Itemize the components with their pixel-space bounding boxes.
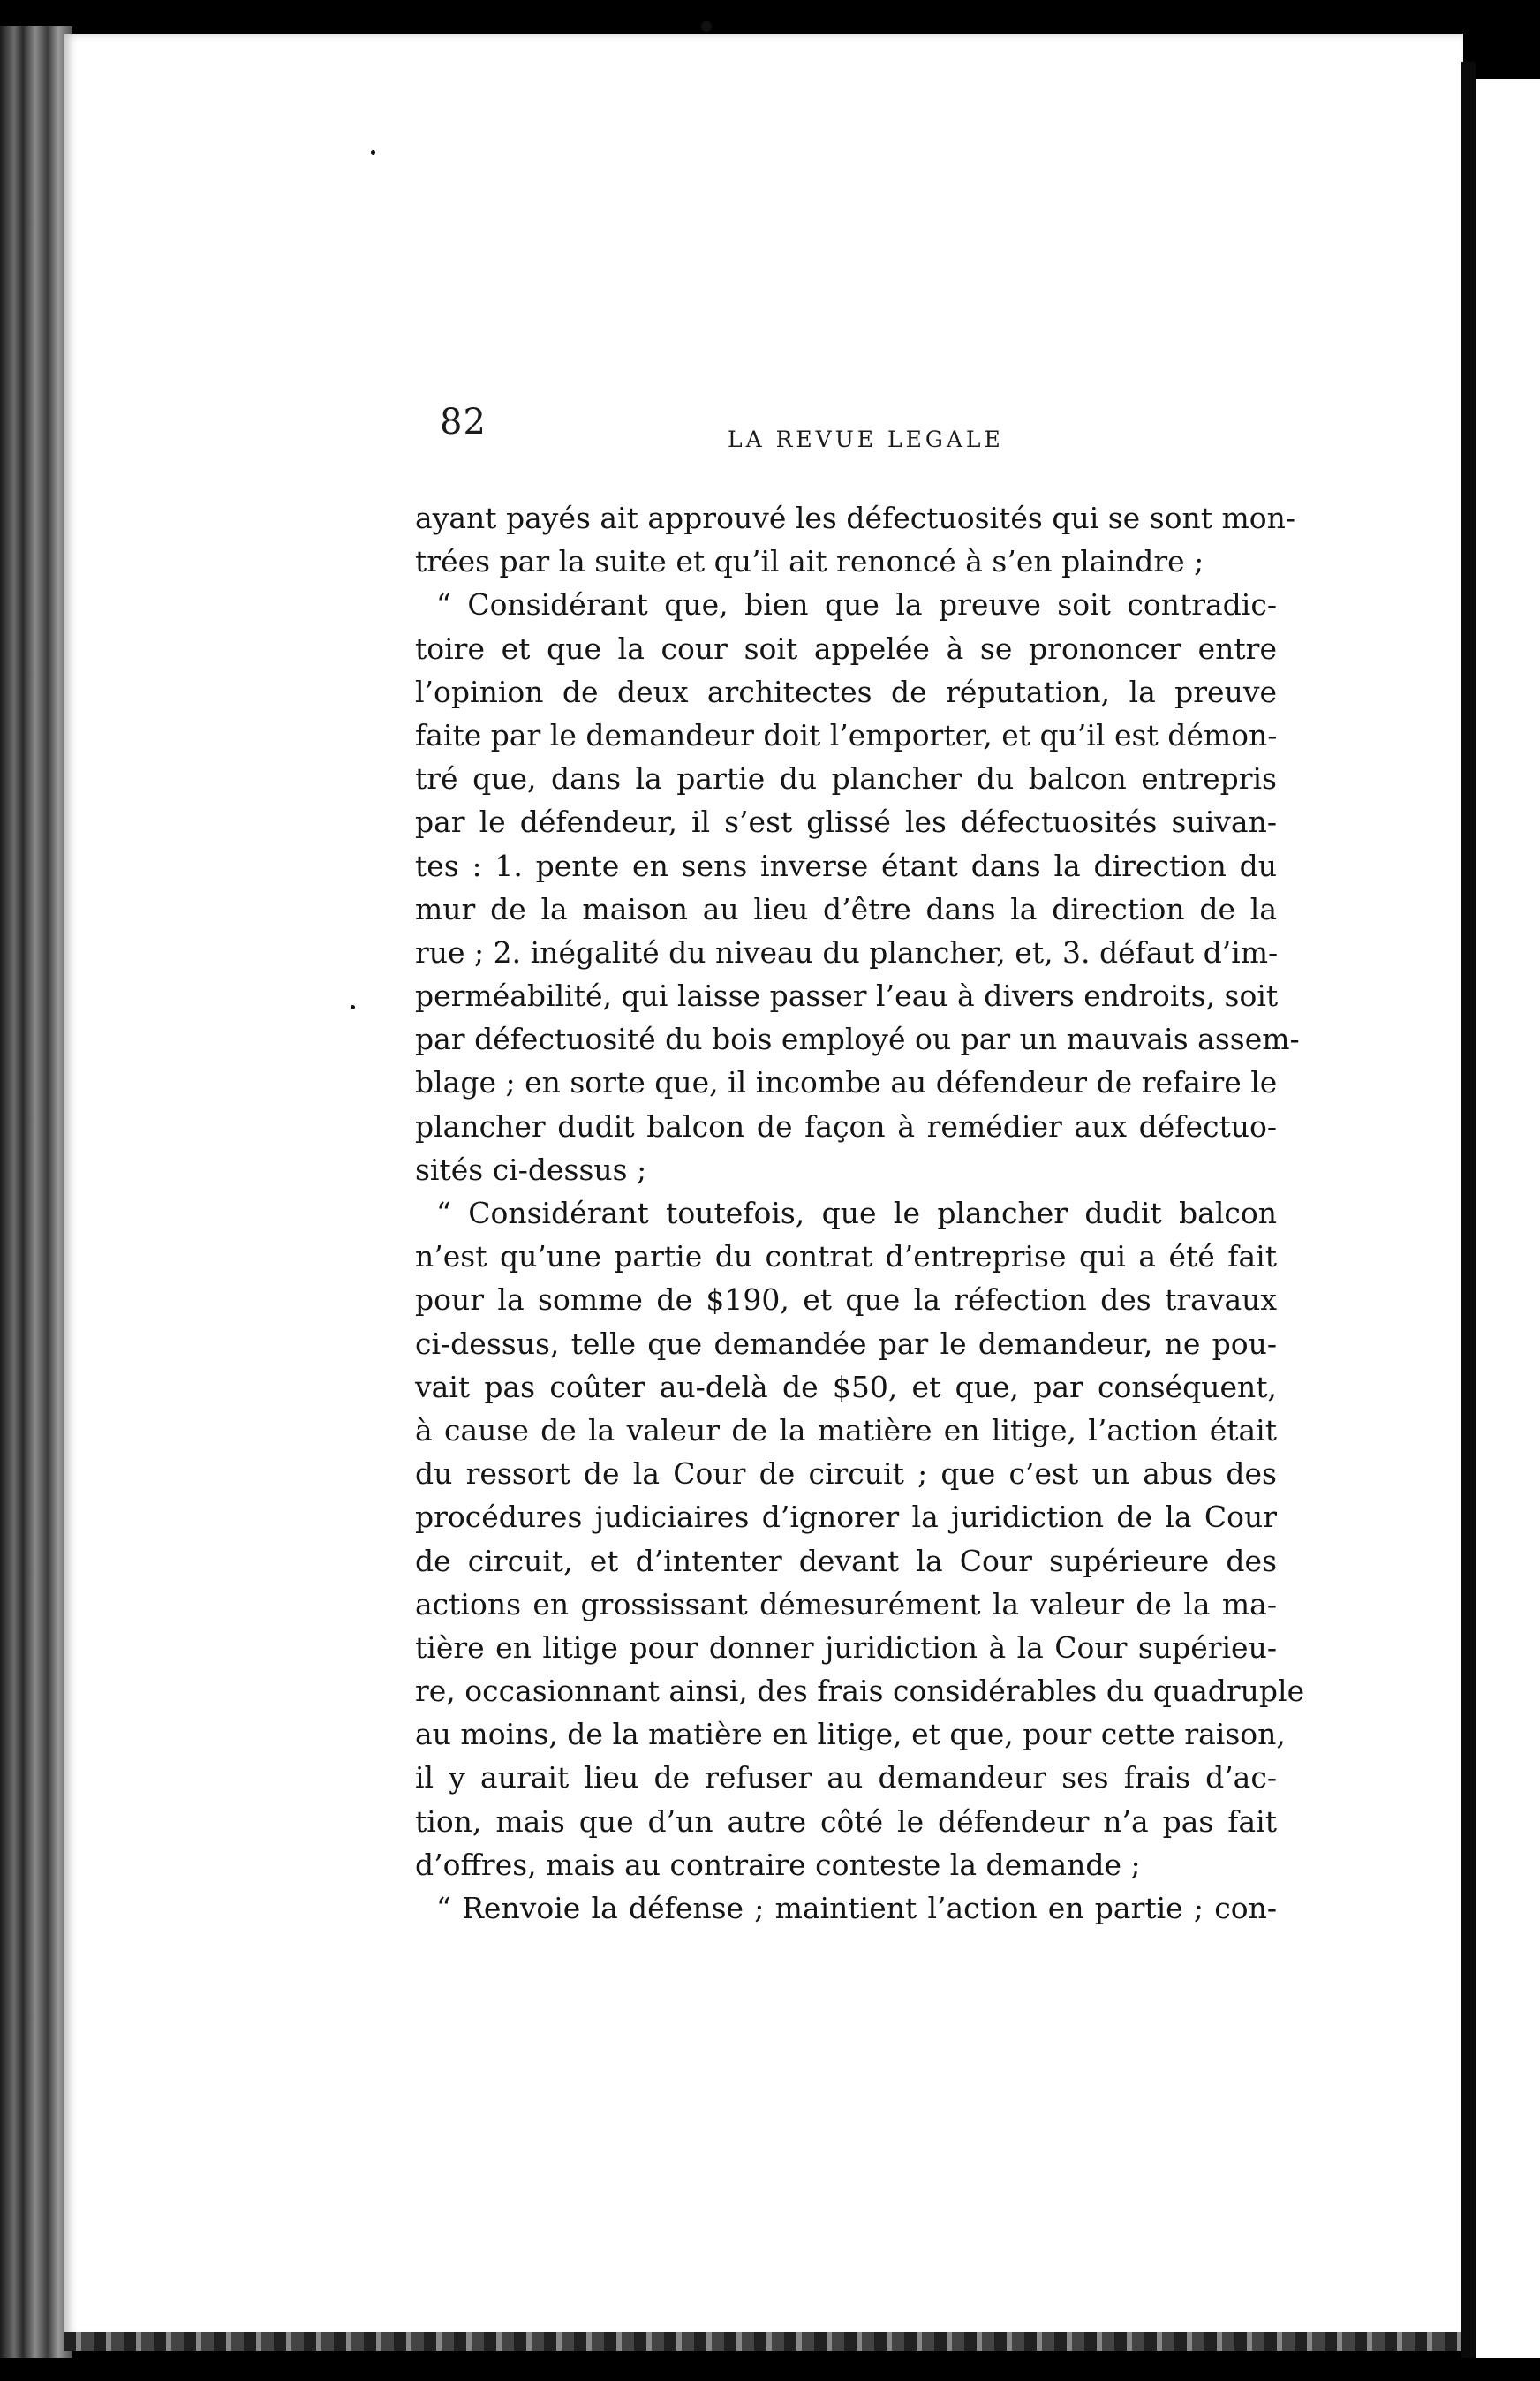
text-line: ayant payés ait approuvé les défectuosités qui se sont mon- bbox=[415, 501, 1296, 535]
body-text bbox=[415, 496, 1305, 1930]
running-head: LA REVUE LEGALE bbox=[728, 427, 1004, 452]
text-line: plancher dudit balcon de façon à remédier aux défectuo- bbox=[415, 1108, 1277, 1144]
text-line: tière en litige pour donner juridiction à la Cour supérieu- bbox=[415, 1629, 1277, 1665]
scan-speck bbox=[701, 21, 712, 32]
text-line: tes : 1. pente en sens inverse étant dans la direction du bbox=[415, 848, 1277, 883]
text-line: il y aurait lieu de refuser au demandeur ses frais d’ac- bbox=[415, 1760, 1277, 1795]
text-line: par défectuosité du bois employé ou par un mauvais assem- bbox=[415, 1022, 1300, 1057]
text-line: tré que, dans la partie du plancher du balcon entrepris bbox=[415, 761, 1277, 797]
text-line: d’offres, mais au contraire conteste la demande ; bbox=[415, 1847, 1141, 1882]
text-line: “ Considérant toutefois, que le plancher dudit balcon bbox=[436, 1196, 1277, 1230]
book-spine-edge bbox=[0, 26, 72, 2358]
text-line: faite par le demandeur doit l’emporter, et qu’il est démon- bbox=[415, 717, 1278, 752]
scan-speck bbox=[351, 1005, 355, 1009]
text-line: “ Renvoie la défense ; maintient l’action en partie ; con- bbox=[436, 1891, 1277, 1925]
text-line: de circuit, et d’intenter devant la Cour supérieure des bbox=[415, 1543, 1277, 1578]
text-line: l’opinion de deux architectes de réputation, la preuve bbox=[415, 674, 1277, 709]
text-line: au moins, de la matière en litige, et que, pour cette raison, bbox=[415, 1717, 1286, 1752]
page-gutter-shadow bbox=[1461, 62, 1476, 2358]
text-line: n’est qu’une partie du contrat d’entreprise qui a été fait bbox=[415, 1239, 1277, 1274]
scan-speck bbox=[371, 150, 375, 155]
text-line: du ressort de la Cour de circuit ; que c’est un abus des bbox=[415, 1456, 1277, 1492]
text-line: ci-dessus, telle que demandée par le demandeur, ne pou- bbox=[415, 1326, 1277, 1361]
text-line: re, occasionnant ainsi, des frais considérables du quadruple bbox=[415, 1674, 1305, 1709]
text-line: procédures judiciaires d’ignorer la juridiction de la Cour bbox=[415, 1500, 1277, 1535]
text-line: perméabilité, qui laisse passer l’eau à divers endroits, soit bbox=[415, 979, 1279, 1014]
text-line: rue ; 2. inégalité du niveau du plancher, et, 3. défaut d’im- bbox=[415, 934, 1279, 970]
text-line: vait pas coûter au-delà de $50, et que, par conséquent, bbox=[415, 1369, 1277, 1404]
text-line: tion, mais que d’un autre côté le défendeur n’a pas fait bbox=[415, 1803, 1277, 1839]
text-line: blage ; en sorte que, il incombe au défendeur de refaire le bbox=[415, 1065, 1278, 1100]
facing-page-edge bbox=[1476, 79, 1540, 2358]
text-line: pour la somme de $190, et que la réfection des travaux bbox=[415, 1282, 1277, 1318]
text-line: mur de la maison au lieu d’être dans la direction de la bbox=[415, 891, 1277, 926]
page-number: 82 bbox=[440, 402, 487, 442]
page-bottom-edge bbox=[64, 2332, 1463, 2351]
text-line: par le défendeur, il s’est glissé les défectuosités suivan- bbox=[415, 805, 1277, 840]
text-line: “ Considérant que, bien que la preuve soit contradic- bbox=[436, 587, 1277, 623]
text-line: sités ci-dessus ; bbox=[415, 1152, 647, 1187]
text-line: à cause de la valeur de la matière en litige, l’action était bbox=[415, 1412, 1277, 1447]
text-line: actions en grossissant démesurément la valeur de la ma- bbox=[415, 1586, 1277, 1621]
text-line: trées par la suite et qu’il ait renoncé à s’en plaindre ; bbox=[415, 544, 1204, 579]
text-line: toire et que la cour soit appelée à se prononcer entre bbox=[415, 631, 1277, 666]
